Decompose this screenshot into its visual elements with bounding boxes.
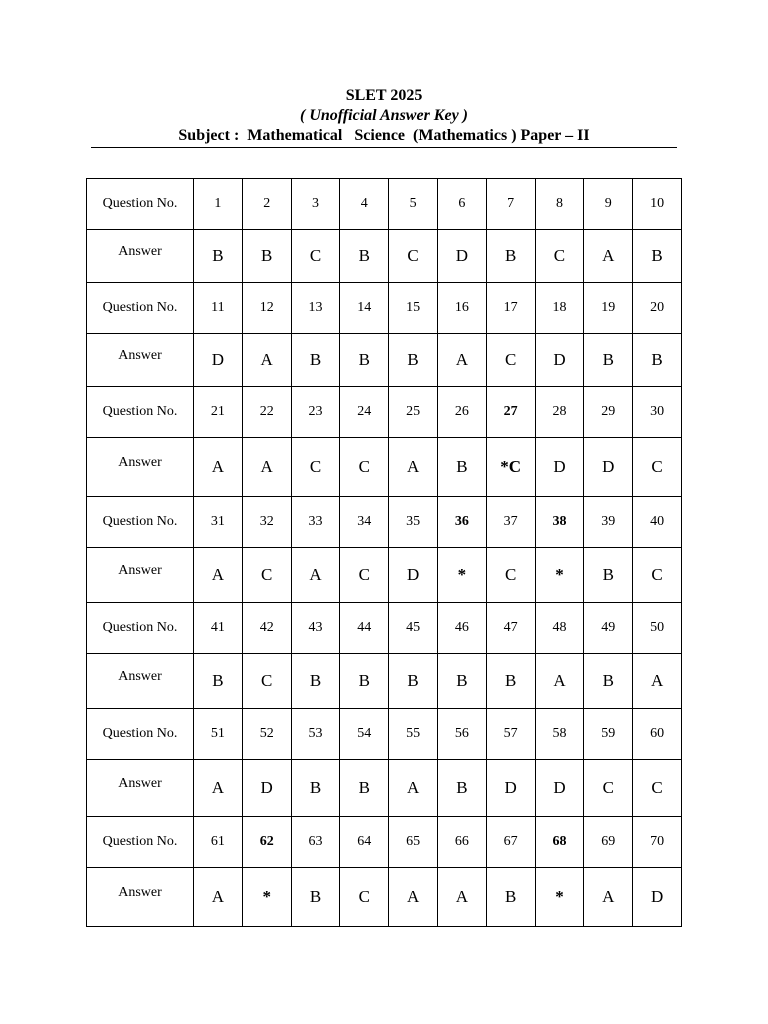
- answer-cell: D: [194, 334, 243, 387]
- question-number-cell: 22: [242, 387, 291, 438]
- answer-cell: C: [633, 548, 682, 603]
- answer-cell: A: [194, 438, 243, 497]
- answer-cell: A: [437, 334, 486, 387]
- answer-cell: A: [194, 548, 243, 603]
- answer-cell: B: [340, 230, 389, 283]
- document-header: [0, 86, 768, 146]
- question-number-cell: 33: [291, 497, 340, 548]
- answer-cell: C: [340, 438, 389, 497]
- answer-cell: *: [242, 868, 291, 927]
- answer-key-table: [86, 178, 682, 927]
- question-number-cell: 2: [242, 179, 291, 230]
- answer-cell: D: [633, 868, 682, 927]
- answer-row: [87, 548, 682, 603]
- answer-cell: A: [584, 230, 633, 283]
- question-number-cell: 67: [486, 817, 535, 868]
- question-number-cell: 48: [535, 603, 584, 654]
- header-underline: [91, 147, 677, 148]
- answer-cell: B: [437, 438, 486, 497]
- question-number-cell: 47: [486, 603, 535, 654]
- question-number-cell: 36: [437, 497, 486, 548]
- answer-cell: C: [535, 230, 584, 283]
- question-number-cell: 8: [535, 179, 584, 230]
- question-number-cell: 24: [340, 387, 389, 438]
- answer-label-cell: [87, 334, 194, 387]
- question-number-cell: 35: [389, 497, 438, 548]
- question-number-cell: 43: [291, 603, 340, 654]
- answer-cell: B: [194, 654, 243, 709]
- answer-cell: D: [486, 760, 535, 817]
- answer-cell: B: [584, 334, 633, 387]
- exam-title: SLET 2025: [345, 87, 423, 104]
- answer-row: [87, 438, 682, 497]
- question-number-cell: 28: [535, 387, 584, 438]
- question-number-cell: 60: [633, 709, 682, 760]
- question-no-label: Question No.: [87, 709, 194, 760]
- answer-cell: A: [633, 654, 682, 709]
- question-number-cell: 53: [291, 709, 340, 760]
- answer-label: Answer: [118, 244, 162, 259]
- answer-cell: *: [535, 868, 584, 927]
- answer-cell: B: [389, 334, 438, 387]
- question-number-cell: 65: [389, 817, 438, 868]
- question-number-cell: 39: [584, 497, 633, 548]
- answer-label: Answer: [118, 776, 162, 791]
- question-number-cell: 42: [242, 603, 291, 654]
- question-number-cell: 3: [291, 179, 340, 230]
- question-number-cell: 11: [194, 283, 243, 334]
- question-number-cell: 14: [340, 283, 389, 334]
- question-number-cell: 4: [340, 179, 389, 230]
- answer-cell: C: [486, 334, 535, 387]
- question-number-cell: 30: [633, 387, 682, 438]
- question-number-cell: 12: [242, 283, 291, 334]
- answer-cell: C: [242, 654, 291, 709]
- question-row: [87, 179, 682, 230]
- answer-row: [87, 760, 682, 817]
- answer-cell: A: [389, 760, 438, 817]
- question-number-cell: 13: [291, 283, 340, 334]
- question-number-cell: 63: [291, 817, 340, 868]
- question-number-cell: 18: [535, 283, 584, 334]
- question-no-label: Question No.: [87, 283, 194, 334]
- answer-row: [87, 334, 682, 387]
- answer-cell: C: [389, 230, 438, 283]
- answer-label-cell: [87, 438, 194, 497]
- answer-cell: A: [291, 548, 340, 603]
- question-row: [87, 283, 682, 334]
- answer-cell: C: [633, 760, 682, 817]
- question-number-cell: 41: [194, 603, 243, 654]
- answer-cell: B: [291, 868, 340, 927]
- answer-cell: B: [584, 548, 633, 603]
- answer-cell: B: [633, 230, 682, 283]
- answer-cell: B: [584, 654, 633, 709]
- answer-cell: C: [486, 548, 535, 603]
- question-number-cell: 7: [486, 179, 535, 230]
- answer-cell: B: [486, 654, 535, 709]
- question-number-cell: 45: [389, 603, 438, 654]
- question-row: [87, 817, 682, 868]
- answer-label-cell: [87, 548, 194, 603]
- question-number-cell: 50: [633, 603, 682, 654]
- answer-label: Answer: [118, 669, 162, 684]
- answer-cell: B: [437, 760, 486, 817]
- question-number-cell: 69: [584, 817, 633, 868]
- answer-key-subtitle: ( Unofficial Answer Key ): [300, 107, 468, 124]
- answer-cell: A: [242, 438, 291, 497]
- question-number-cell: 64: [340, 817, 389, 868]
- answer-label-cell: [87, 654, 194, 709]
- answer-cell: A: [389, 868, 438, 927]
- answer-cell: A: [194, 868, 243, 927]
- answer-cell: C: [291, 438, 340, 497]
- answer-label-cell: [87, 230, 194, 283]
- question-number-cell: 44: [340, 603, 389, 654]
- answer-cell: A: [437, 868, 486, 927]
- question-number-cell: 57: [486, 709, 535, 760]
- answer-cell: D: [242, 760, 291, 817]
- answer-cell: *: [437, 548, 486, 603]
- answer-row: [87, 654, 682, 709]
- answer-label: Answer: [118, 563, 162, 578]
- answer-cell: B: [437, 654, 486, 709]
- answer-cell: B: [291, 334, 340, 387]
- question-number-cell: 49: [584, 603, 633, 654]
- answer-label: Answer: [118, 348, 162, 363]
- answer-cell: A: [242, 334, 291, 387]
- question-number-cell: 1: [194, 179, 243, 230]
- answer-cell: C: [340, 868, 389, 927]
- answer-cell: B: [389, 654, 438, 709]
- question-number-cell: 70: [633, 817, 682, 868]
- question-number-cell: 51: [194, 709, 243, 760]
- question-number-cell: 66: [437, 817, 486, 868]
- question-number-cell: 46: [437, 603, 486, 654]
- question-number-cell: 32: [242, 497, 291, 548]
- question-row: [87, 387, 682, 438]
- question-number-cell: 5: [389, 179, 438, 230]
- question-row: [87, 497, 682, 548]
- subject-line: Subject : Mathematical Science (Mathematics ) Paper – II: [178, 127, 590, 144]
- answer-label-cell: [87, 760, 194, 817]
- question-number-cell: 68: [535, 817, 584, 868]
- question-number-cell: 58: [535, 709, 584, 760]
- question-no-label: Question No.: [87, 817, 194, 868]
- answer-cell: *: [535, 548, 584, 603]
- question-number-cell: 27: [486, 387, 535, 438]
- question-number-cell: 54: [340, 709, 389, 760]
- answer-cell: C: [291, 230, 340, 283]
- question-no-label: Question No.: [87, 603, 194, 654]
- answer-cell: C: [340, 548, 389, 603]
- question-number-cell: 6: [437, 179, 486, 230]
- answer-cell: D: [535, 334, 584, 387]
- answer-cell: C: [584, 760, 633, 817]
- answer-cell: D: [535, 438, 584, 497]
- answer-cell: A: [389, 438, 438, 497]
- question-no-label: Question No.: [87, 497, 194, 548]
- answer-cell: *C: [486, 438, 535, 497]
- question-number-cell: 16: [437, 283, 486, 334]
- answer-label: Answer: [118, 885, 162, 900]
- answer-cell: B: [194, 230, 243, 283]
- question-number-cell: 15: [389, 283, 438, 334]
- answer-cell: B: [340, 760, 389, 817]
- question-number-cell: 34: [340, 497, 389, 548]
- answer-cell: D: [535, 760, 584, 817]
- answer-label-cell: [87, 868, 194, 927]
- question-row: [87, 709, 682, 760]
- answer-cell: D: [584, 438, 633, 497]
- question-row: [87, 603, 682, 654]
- question-number-cell: 23: [291, 387, 340, 438]
- answer-cell: A: [194, 760, 243, 817]
- answer-cell: C: [633, 438, 682, 497]
- question-number-cell: 10: [633, 179, 682, 230]
- question-number-cell: 56: [437, 709, 486, 760]
- answer-cell: B: [291, 654, 340, 709]
- question-number-cell: 52: [242, 709, 291, 760]
- question-number-cell: 40: [633, 497, 682, 548]
- question-number-cell: 17: [486, 283, 535, 334]
- answer-cell: D: [389, 548, 438, 603]
- answer-cell: B: [340, 654, 389, 709]
- question-number-cell: 61: [194, 817, 243, 868]
- question-number-cell: 19: [584, 283, 633, 334]
- answer-cell: B: [242, 230, 291, 283]
- answer-row: [87, 868, 682, 927]
- question-number-cell: 20: [633, 283, 682, 334]
- question-number-cell: 37: [486, 497, 535, 548]
- answer-cell: B: [291, 760, 340, 817]
- answer-cell: D: [437, 230, 486, 283]
- answer-cell: B: [486, 230, 535, 283]
- question-number-cell: 59: [584, 709, 633, 760]
- question-number-cell: 31: [194, 497, 243, 548]
- answer-row: [87, 230, 682, 283]
- answer-cell: B: [486, 868, 535, 927]
- question-number-cell: 21: [194, 387, 243, 438]
- question-number-cell: 9: [584, 179, 633, 230]
- question-no-label: Question No.: [87, 179, 194, 230]
- answer-cell: A: [535, 654, 584, 709]
- question-number-cell: 29: [584, 387, 633, 438]
- answer-cell: C: [242, 548, 291, 603]
- answer-cell: B: [340, 334, 389, 387]
- answer-cell: B: [633, 334, 682, 387]
- question-number-cell: 62: [242, 817, 291, 868]
- question-number-cell: 38: [535, 497, 584, 548]
- question-number-cell: 55: [389, 709, 438, 760]
- question-no-label: Question No.: [87, 387, 194, 438]
- answer-cell: A: [584, 868, 633, 927]
- answer-label: Answer: [118, 455, 162, 470]
- question-number-cell: 25: [389, 387, 438, 438]
- question-number-cell: 26: [437, 387, 486, 438]
